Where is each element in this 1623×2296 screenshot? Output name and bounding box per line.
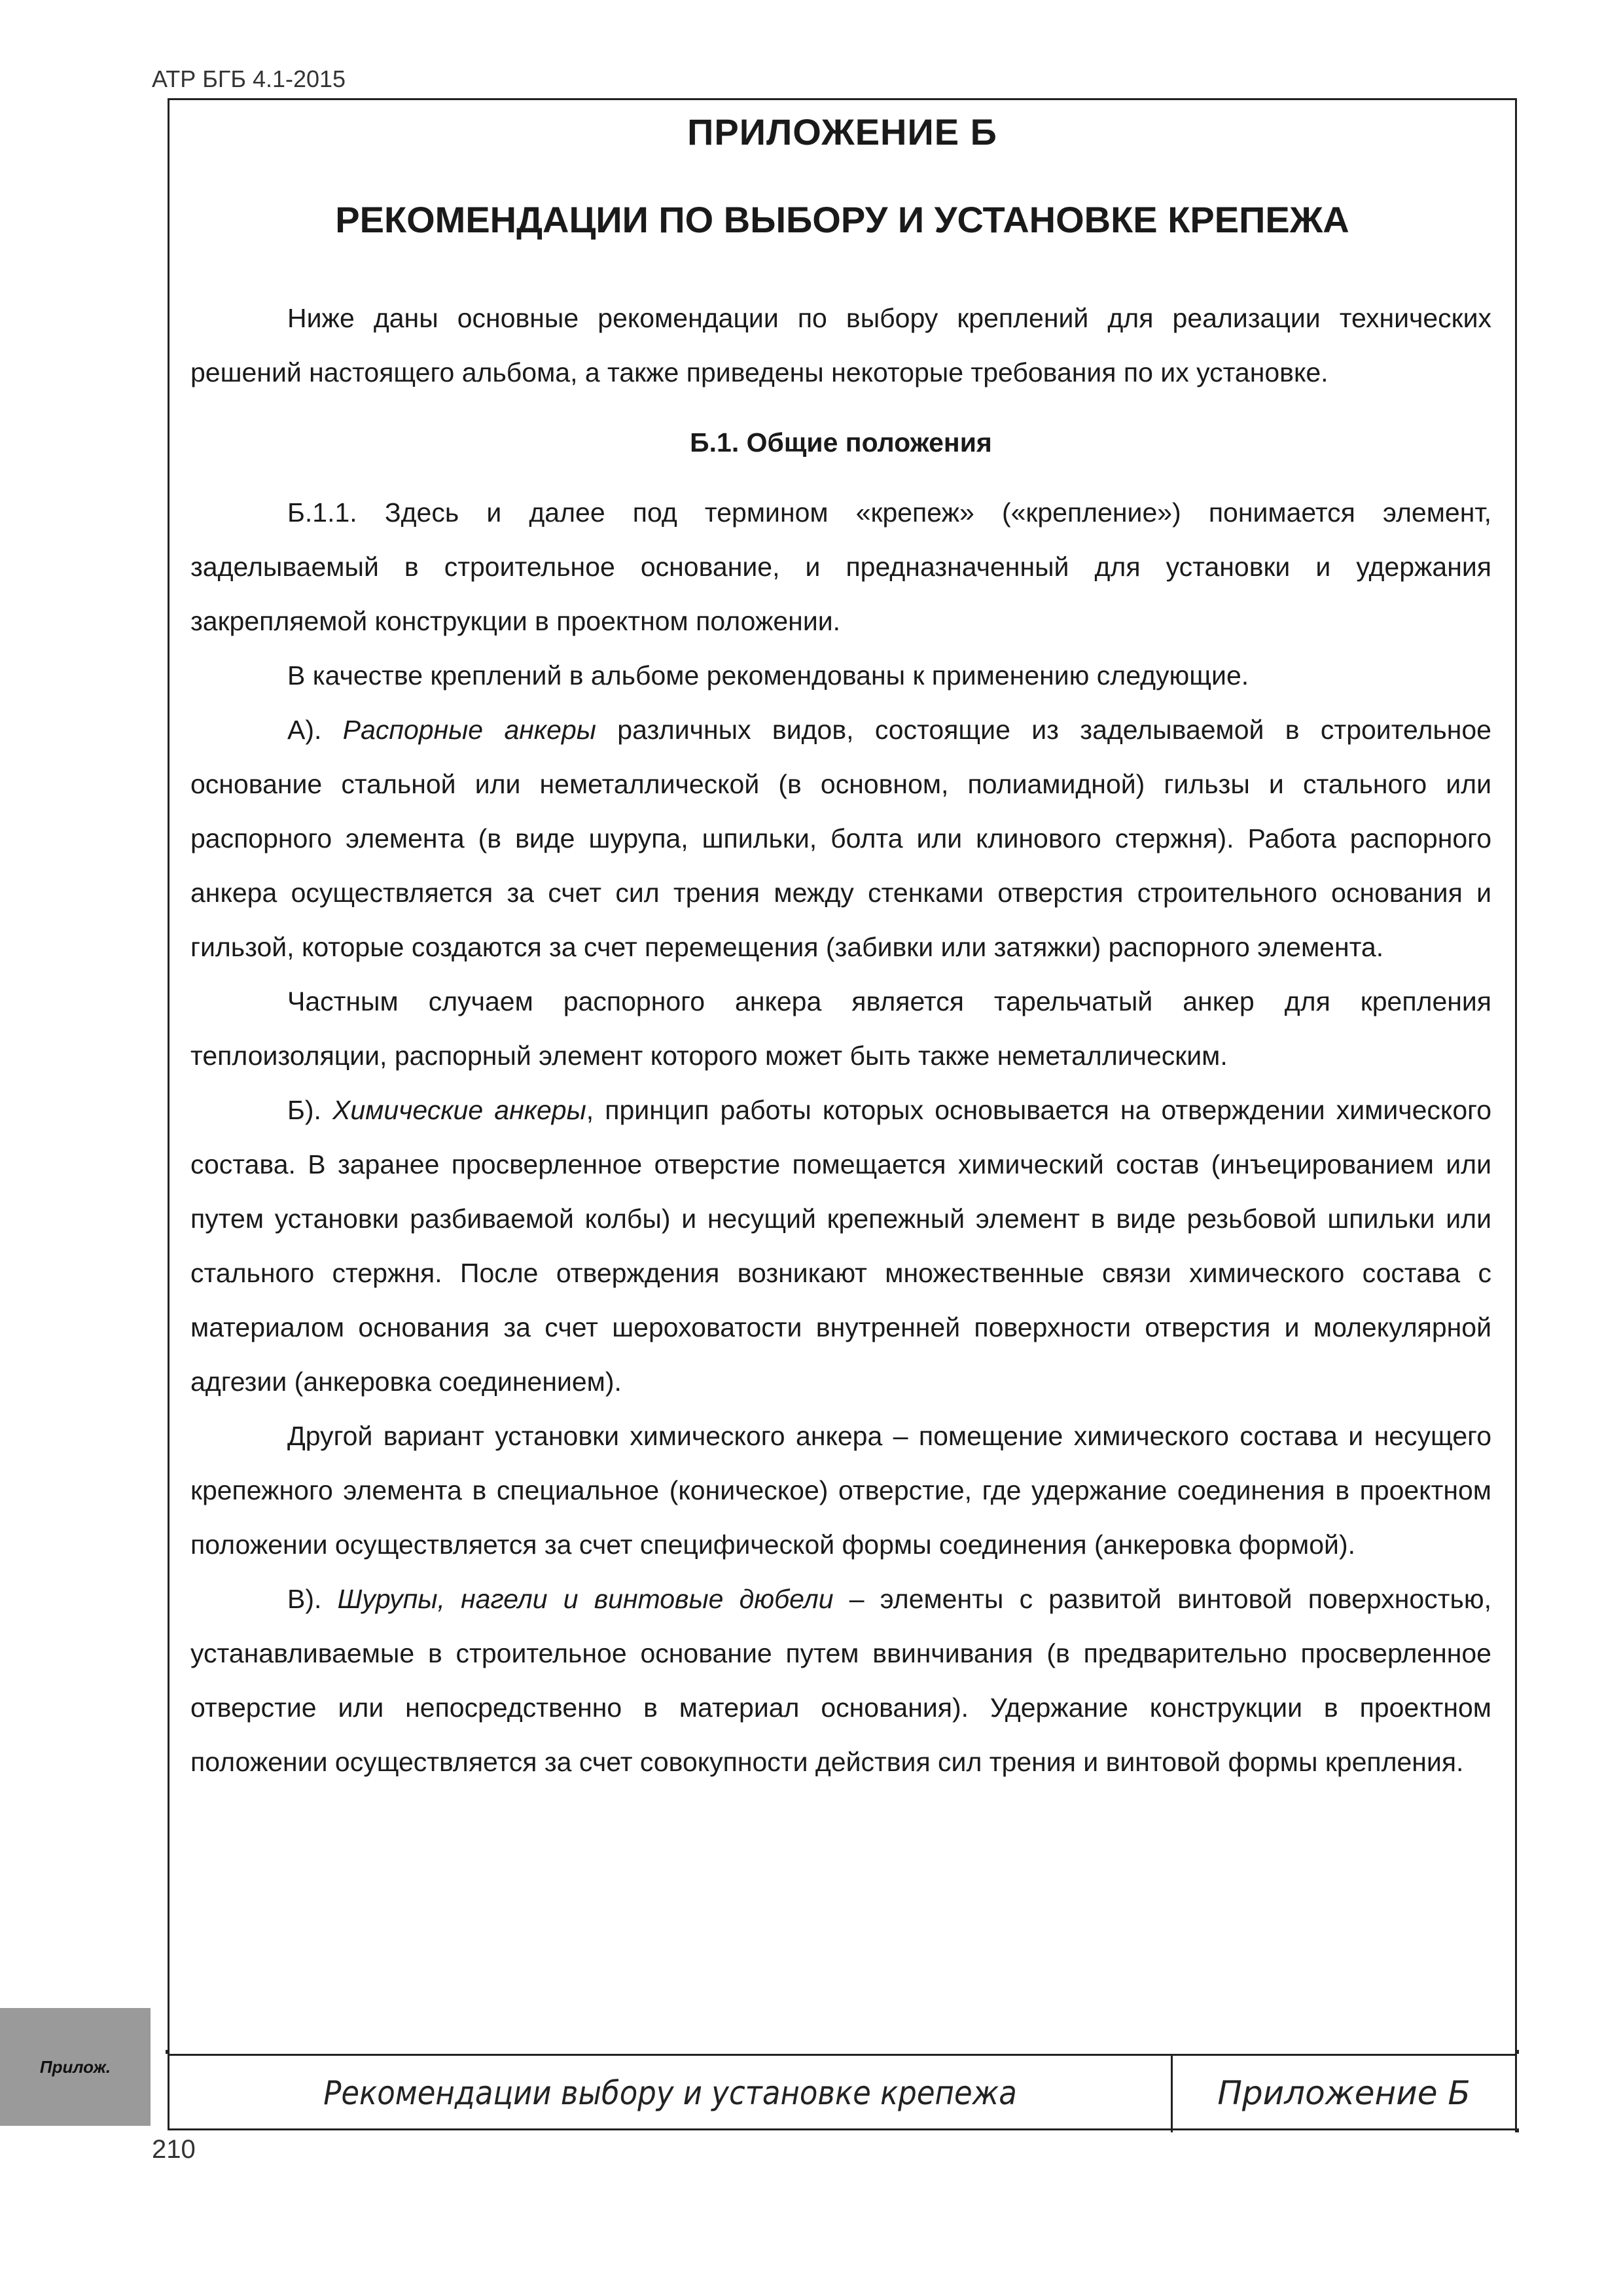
document-code: АТР БГБ 4.1-2015 <box>152 65 346 92</box>
side-tab <box>0 2008 151 2126</box>
term-screws: Шурупы, нагели и винтовые дюбели <box>337 1584 834 1614</box>
appendix-subtitle: РЕКОМЕНДАЦИИ ПО ВЫБОРУ И УСТАНОВКЕ КРЕПЕЖА <box>335 199 1349 240</box>
paragraph-expansion-anchors <box>190 703 1491 975</box>
footer-title: Рекомендации выбору и установке крепежа <box>323 2074 1017 2112</box>
item-prefix: Б). <box>287 1095 333 1125</box>
paragraph-text: различных видов, состоящие из заделываемой в строительное основание стальной или неметаллической (в основном, полиамидной) гильзы и стального или распорного элемента (в виде шурупа, шпильки, болта или клинового стержня). Работа распорного анкера осуществляется за счет сил трения между стенками отверстия строительного основания и гильзой, которые создаются за счет перемещения (забивки или затяжки) распорного элемента. <box>190 715 1491 962</box>
paragraph-chemical-anchors <box>190 1083 1491 1409</box>
term-expansion-anchors: Распорные анкеры <box>342 715 596 745</box>
term-chemical-anchors: Химические анкеры <box>332 1095 586 1125</box>
page-frame <box>168 98 1517 2130</box>
corner-mark <box>166 2050 169 2054</box>
paragraph-chemical-variant: Другой вариант установки химического анкера – помещение химического состава и несущего крепежного элемента в специальное (коническое) отверстие, где удержание соединения в проектном положении осуществляется за счет специфической формы соединения (анкеровка формой). <box>190 1421 1491 1560</box>
footer-appendix-label: Приложение Б <box>1217 2074 1471 2112</box>
corner-mark <box>1515 2128 1519 2132</box>
appendix-title: ПРИЛОЖЕНИЕ Б <box>687 111 997 152</box>
paragraph-text: , принцип работы которых основывается на отверждении химического состава. В заранее просверленное отверстие помещается химический состав (инъецированием или путем установки разбиваемой колбы) и несущий крепежный элемент в виде резьбовой шпильки или стального стержня. После отверждения возникают множественные связи химического состава с материалом основания за счет шероховатости внутренней поверхности отверстия и молекулярной адгезии (анкеровка соединением). <box>190 1095 1491 1397</box>
paragraph-plate-anchor: Частным случаем распорного анкера является тарельчатый анкер для крепления теплоизоляции, распорный элемент которого может быть также неметаллическим. <box>190 986 1491 1071</box>
item-prefix: А). <box>287 715 343 745</box>
corner-mark <box>1515 2050 1519 2054</box>
paragraph-term-definition: Б.1.1. Здесь и далее под термином «крепеж» («крепление») понимается элемент, заделываемый в строительное основание, и предназначенный для установки и удержания закрепляемой конструкции в проектном положении. <box>190 497 1491 636</box>
paragraph-recommended-list: В качестве креплений в альбоме рекомендованы к применению следующие. <box>287 660 1249 691</box>
item-prefix: В). <box>287 1584 338 1614</box>
section-heading: Б.1. Общие положения <box>690 427 992 457</box>
paragraph-screws <box>190 1572 1491 1789</box>
side-tab-label: Прилож. <box>39 2056 111 2077</box>
paragraph-text: – элементы с развитой винтовой поверхностью, устанавливаемые в строительное основание путем ввинчивания (в предварительно просверленное отверстие или непосредственно в материал основания). Удержание конструкции в проектном положении осуществляется за счет совокупности действия сил трения и винтовой формы крепления. <box>190 1584 1491 1777</box>
body-text <box>190 291 1491 1789</box>
page-number: 210 <box>152 2135 196 2164</box>
intro-paragraph: Ниже даны основные рекомендации по выбору креплений для реализации технических решений настоящего альбома, а также приведены некоторые требования по их установке. <box>190 303 1491 387</box>
